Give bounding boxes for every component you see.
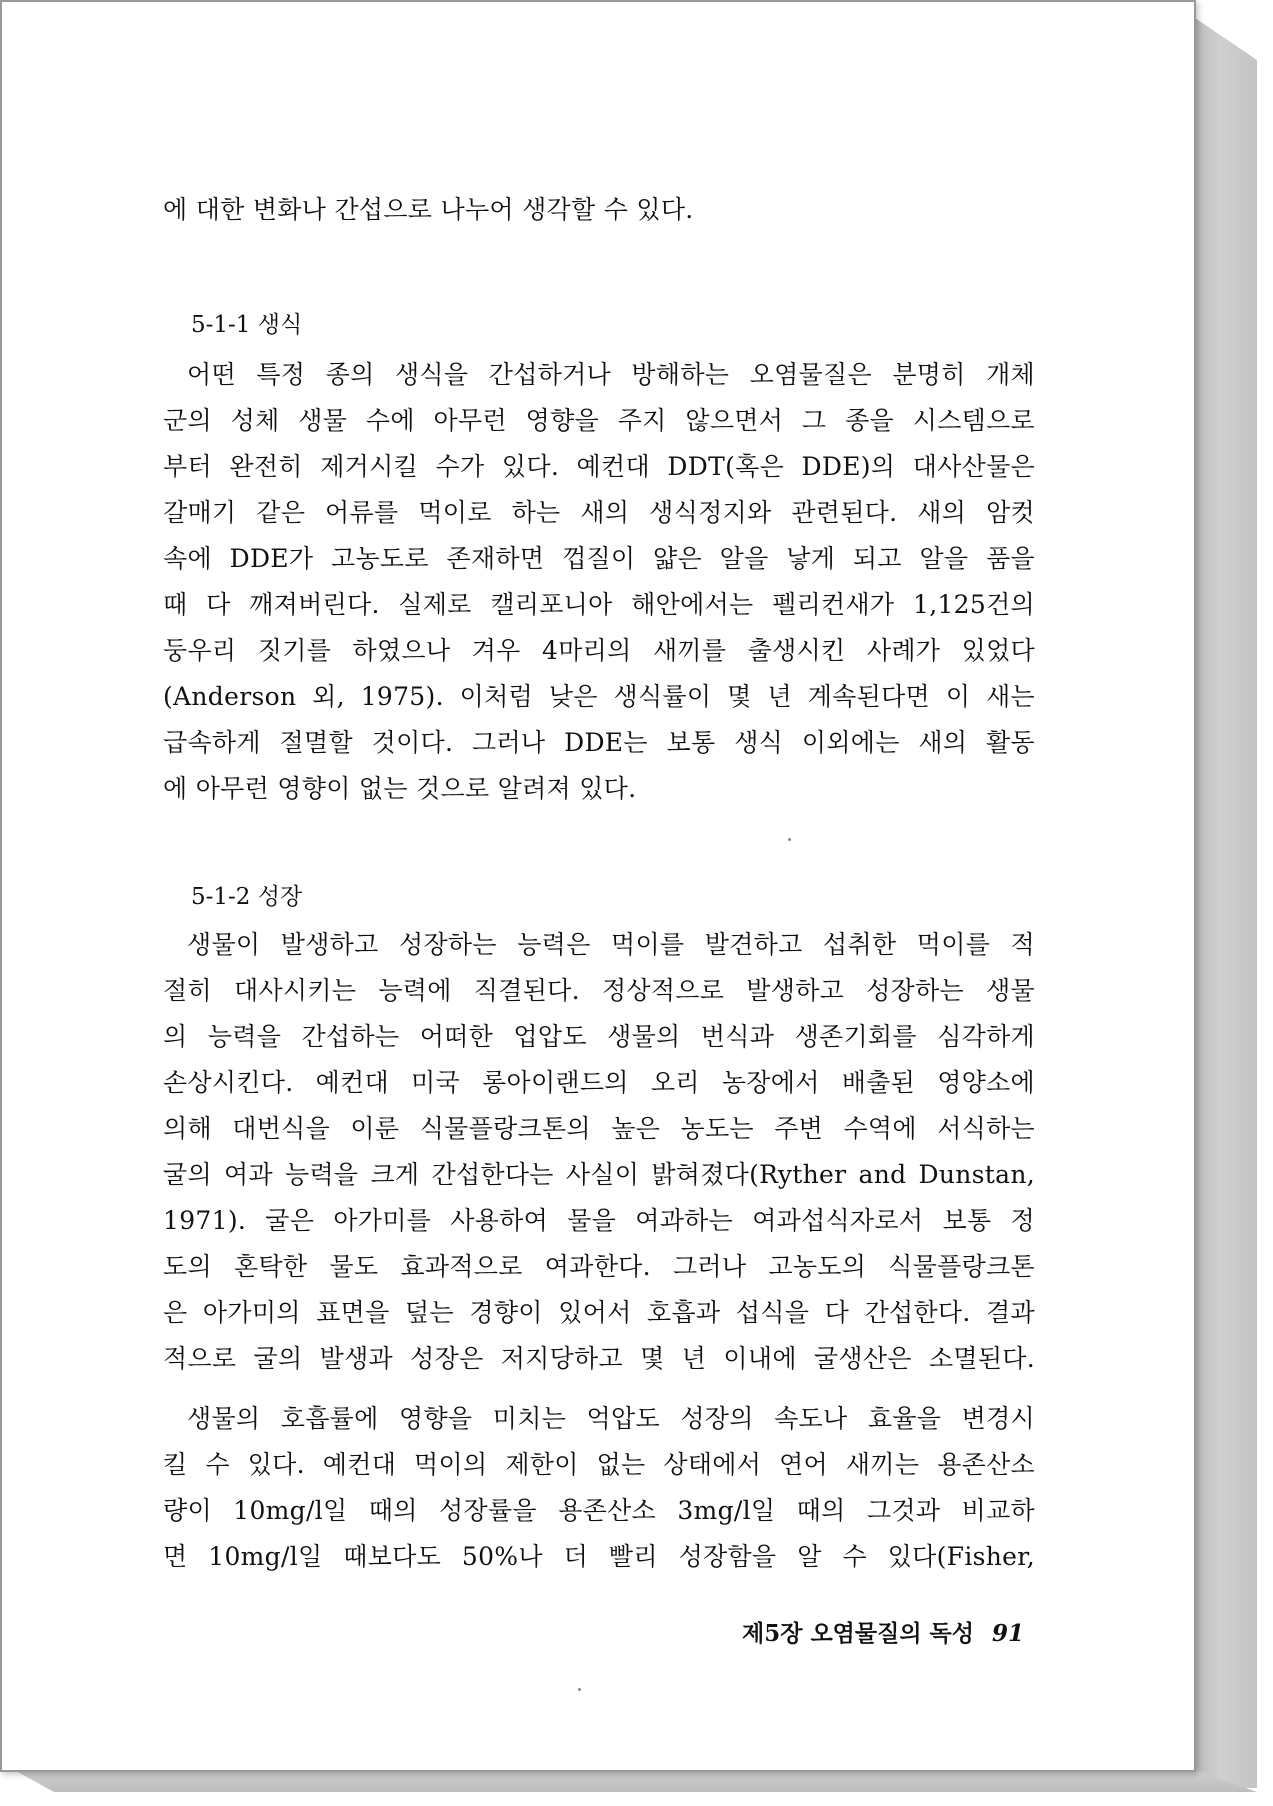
text-line: 에 아무런 영향이 없는 것으로 알려져 있다. [163,774,637,803]
text-line: 에 대한 변화나 간섭으로 나누어 생각할 수 있다. [163,195,694,224]
chapter-title: 제5장 오염물질의 독성 [742,1620,974,1647]
text-line: 굴의 여과 능력을 크게 간섭한다는 사실이 밝혀졌다(Ryther and Dunstan, [163,1160,1035,1189]
running-footer [688,1613,1024,1655]
text-line: 의 능력을 간섭하는 어떠한 업압도 생물의 번식과 생존기회를 심각하게 [163,1022,1035,1051]
text-line: 속에 DDE가 고농도로 존재하면 껍질이 얇은 알을 낳게 되고 알을 품을 [163,544,1035,573]
paper-speck [578,1688,581,1691]
text-line: 둥우리 짓기를 하였으나 겨우 4마리의 새끼를 출생시킨 사례가 있었다 [163,636,1035,665]
text-line: 때 다 깨져버린다. 실제로 캘리포니아 해안에서는 펠리컨새가 1,125건의 [163,590,1035,619]
book-side-edge [1195,18,1257,1788]
text-line: 도의 혼탁한 물도 효과적으로 여과한다. 그러나 고농도의 식물플랑크톤 [163,1252,1035,1281]
text-line: 생물이 발생하고 성장하는 능력은 먹이를 발견하고 섭취한 먹이를 적 [187,930,1035,959]
text-line: 부터 완전히 제거시킬 수가 있다. 예컨대 DDT(혹은 DDE)의 대사산물은 [163,452,1035,481]
paper-speck [788,838,791,841]
book-bottom-edge [14,1770,1257,1792]
page-number: 91 [991,1620,1024,1647]
text-line: 1971). 굴은 아가미를 사용하여 물을 여과하는 여과섭식자로서 보통 정 [163,1206,1035,1235]
text-line: 절히 대사시키는 능력에 직결된다. 정상적으로 발생하고 성장하는 생물 [163,976,1035,1005]
text-line: 갈매기 같은 어류를 먹이로 하는 새의 생식정지와 관련된다. 새의 암컷 [163,498,1035,527]
section-heading-reproduction: 5-1-1 생식 [191,312,303,338]
text-line: 은 아가미의 표면을 덮는 경향이 있어서 호흡과 섭식을 다 간섭한다. 결과 [163,1298,1035,1327]
text-line: 어떤 특정 종의 생식을 간섭하거나 방해하는 오염물질은 분명히 개체 [187,360,1035,389]
text-line: 손상시킨다. 예컨대 미국 롱아이랜드의 오리 농장에서 배출된 영양소에 [163,1068,1035,1097]
section-heading-growth: 5-1-2 성장 [191,884,303,910]
text-line: 적으로 굴의 발생과 성장은 저지당하고 몇 년 이내에 굴생산은 소멸된다. [163,1344,1035,1373]
text-line: 급속하게 절멸할 것이다. 그러나 DDE는 보통 생식 이외에는 새의 활동 [163,728,1035,757]
text-line: 면 10mg/l일 때보다도 50%나 더 빨리 성장함을 알 수 있다(Fisher, [163,1542,1035,1571]
text-line: (Anderson 외, 1975). 이처럼 낮은 생식률이 몇 년 계속된다면 이 새는 [163,682,1035,711]
text-line: 량이 10mg/l일 때의 성장률을 용존산소 3mg/l일 때의 그것과 비교하 [163,1496,1035,1525]
text-line: 의해 대번식을 이룬 식물플랑크톤의 높은 농도는 주변 수역에 서식하는 [163,1114,1035,1143]
text-line: 군의 성체 생물 수에 아무런 영향을 주지 않으면서 그 종을 시스템으로 [163,406,1035,435]
text-line: 생물의 호흡률에 영향을 미치는 억압도 성장의 속도나 효율을 변경시 [187,1404,1035,1433]
text-line: 킬 수 있다. 예컨대 먹이의 제한이 없는 상태에서 연어 새끼는 용존산소 [163,1450,1035,1479]
